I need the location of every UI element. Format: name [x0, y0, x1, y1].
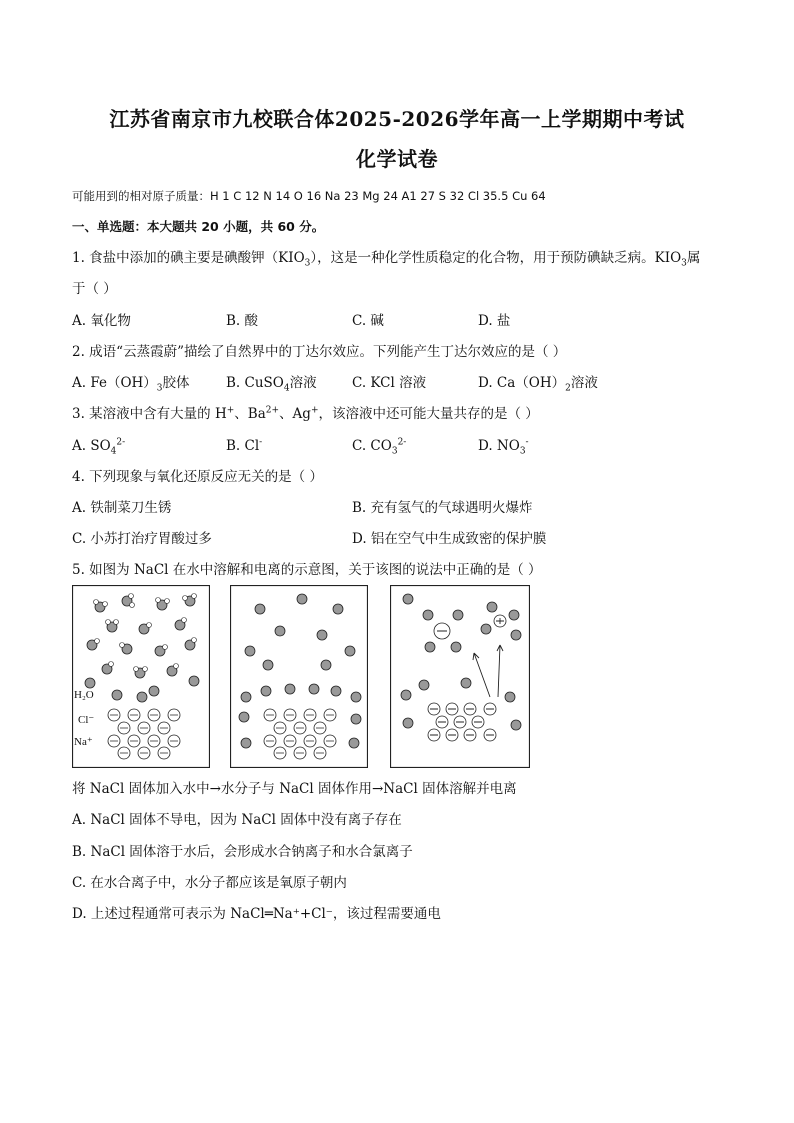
q3-option-d: D. $NO_3^-$: [478, 437, 529, 457]
q1-option-b: B. 酸: [226, 313, 259, 329]
exam-title: 江苏省南京市九校联合体2025-2026学年高一上学期期中考试: [109, 107, 685, 131]
q2-option-a: A. $Fe(OH)_3$胶体: [72, 375, 190, 394]
question-1-stem-cont: 于（ ）: [72, 281, 117, 297]
q1-option-a: A. 氧化物: [72, 313, 131, 329]
question-5-stem: 5. 如图为 NaCl 在水中溶解和电离的示意图，关于该图的说法中正确的是（ ）: [72, 562, 542, 578]
q5-option-a: A. NaCl 固体不导电，因为 NaCl 固体中没有离子存在: [72, 812, 402, 828]
q2-option-c: C. KCl 溶液: [352, 375, 427, 391]
q2-option-b: B. CuSO$_4$溶液: [226, 375, 317, 394]
exam-subtitle: 化学试卷: [356, 147, 438, 171]
label-h2o: H₂O: [74, 689, 94, 701]
figure-panel-dissolved-ions: [390, 585, 530, 768]
q4-option-c: C. 小苏打治疗胃酸过多: [72, 531, 212, 547]
q5-option-b: B. NaCl 固体溶于水后，会形成水合钠离子和水合氯离子: [72, 844, 413, 860]
label-cl-ion: Cl⁻: [78, 714, 95, 726]
q1-option-c: C. 碱: [352, 313, 384, 329]
question-1-stem: 1. 食盐中添加的碘主要是碘酸钾$(KIO_3)$，这是一种化学性质稳定的化合物，用于预防碘缺乏病。$KIO_3$属: [72, 250, 701, 269]
q3-option-c: C. $CO_3^{2-}$: [352, 437, 407, 457]
q4-option-b: B. 充有氢气的气球遇明火爆炸: [352, 500, 533, 516]
question-4-stem: 4. 下列现象与氧化还原反应无关的是（ ）: [72, 469, 323, 485]
q2-option-d: D. $Ca(OH)_2$溶液: [478, 375, 598, 394]
section-heading: 一、单选题：本大题共 20 小题，共 60 分。: [72, 219, 325, 234]
q5-option-c: C. 在水合离子中，水分子都应该是氧原子朝内: [72, 875, 347, 891]
q3-option-b: B. Cl-: [226, 437, 263, 454]
atomic-masses: 可能用到的相对原子质量：H 1 C 12 N 14 O 16 Na 23 Mg 24 A1 27 S 32 Cl 35.5 Cu 64: [72, 189, 546, 203]
q3-option-a: A. $SO_4^{2-}$: [72, 437, 126, 457]
question-2-stem: 2. 成语“云蒸霞蔚”描绘了自然界中的丁达尔效应。下列能产生丁达尔效应的是（ ）: [72, 344, 567, 360]
q4-option-d: D. 铝在空气中生成致密的保护膜: [352, 531, 547, 547]
q1-option-d: D. 盐: [478, 313, 511, 329]
nacl-dissolution-figure: [72, 585, 542, 770]
question-3-stem: 3. 某溶液中含有大量的 H+、$Ba^{2+}$、Ag+，该溶液中还可能大量共存的是（ ）: [72, 405, 539, 422]
label-na-ion: Na⁺: [74, 736, 93, 748]
q4-option-a: A. 铁制菜刀生锈: [72, 500, 172, 516]
q5-option-d: D. 上述过程通常可表示为 NaCl═Na⁺+Cl⁻，该过程需要通电: [72, 906, 441, 922]
figure-caption: 将 NaCl 固体加入水中→水分子与 NaCl 固体作用→NaCl 固体溶解并电离: [72, 781, 517, 797]
figure-panel-water-interaction: [230, 585, 368, 768]
